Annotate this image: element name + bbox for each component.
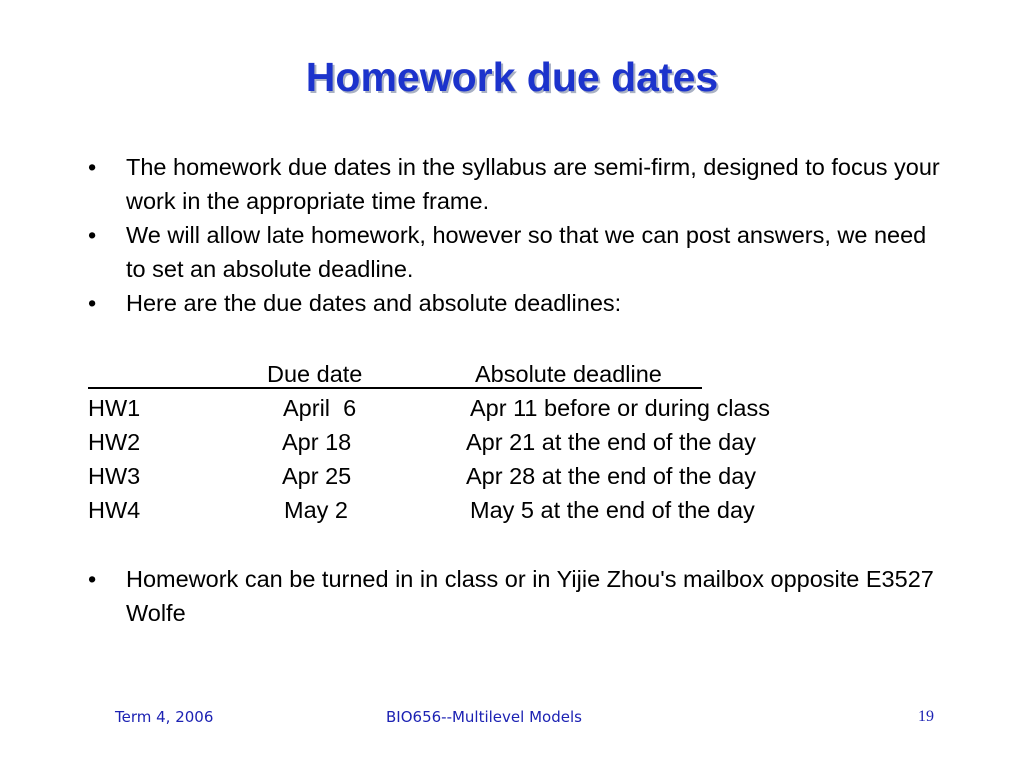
bullet-item: • We will allow late homework, however so that we can post answers, we need to set an absolute deadline. bbox=[88, 218, 948, 286]
header-underline bbox=[88, 387, 702, 389]
slide-title: Homework due dates bbox=[305, 54, 719, 100]
hw-label: HW2 bbox=[88, 429, 141, 455]
absolute-deadline: Apr 21 at the end of the day bbox=[466, 429, 757, 455]
due-date: May 2 bbox=[284, 497, 348, 523]
bullet-item: • The homework due dates in the syllabus are semi-firm, designed to focus your work in the appropriate time frame. bbox=[88, 150, 948, 218]
due-date: April 6 bbox=[283, 395, 357, 421]
absolute-deadline: Apr 11 before or during class bbox=[470, 395, 771, 421]
footer-page-number: 19 bbox=[918, 708, 934, 725]
absolute-deadline: Apr 28 at the end of the day bbox=[466, 463, 757, 489]
footer-course: BIO656--Multilevel Models bbox=[386, 708, 582, 726]
bullet-item: • Here are the due dates and absolute deadlines: bbox=[88, 286, 948, 320]
table-row bbox=[88, 459, 848, 493]
hw-label: HW4 bbox=[88, 497, 141, 523]
due-date: Apr 18 bbox=[282, 429, 352, 455]
table-row bbox=[88, 493, 848, 527]
bullet-list bbox=[88, 150, 948, 320]
table-row bbox=[88, 391, 848, 425]
footer-term: Term 4, 2006 bbox=[115, 708, 214, 726]
header-absolute-deadline: Absolute deadline bbox=[475, 361, 662, 387]
bullet-item: • Homework can be turned in in class or in Yijie Zhou's mailbox opposite E3527 Wolfe bbox=[88, 562, 948, 630]
due-date: Apr 25 bbox=[282, 463, 352, 489]
absolute-deadline: May 5 at the end of the day bbox=[470, 497, 755, 523]
table-row bbox=[88, 425, 848, 459]
hw-label: HW1 bbox=[88, 395, 141, 421]
closing-bullet-list bbox=[88, 562, 948, 630]
hw-label: HW3 bbox=[88, 463, 141, 489]
header-due-date: Due date bbox=[267, 361, 363, 387]
deadline-table bbox=[88, 357, 848, 527]
table-header-row bbox=[88, 357, 848, 391]
